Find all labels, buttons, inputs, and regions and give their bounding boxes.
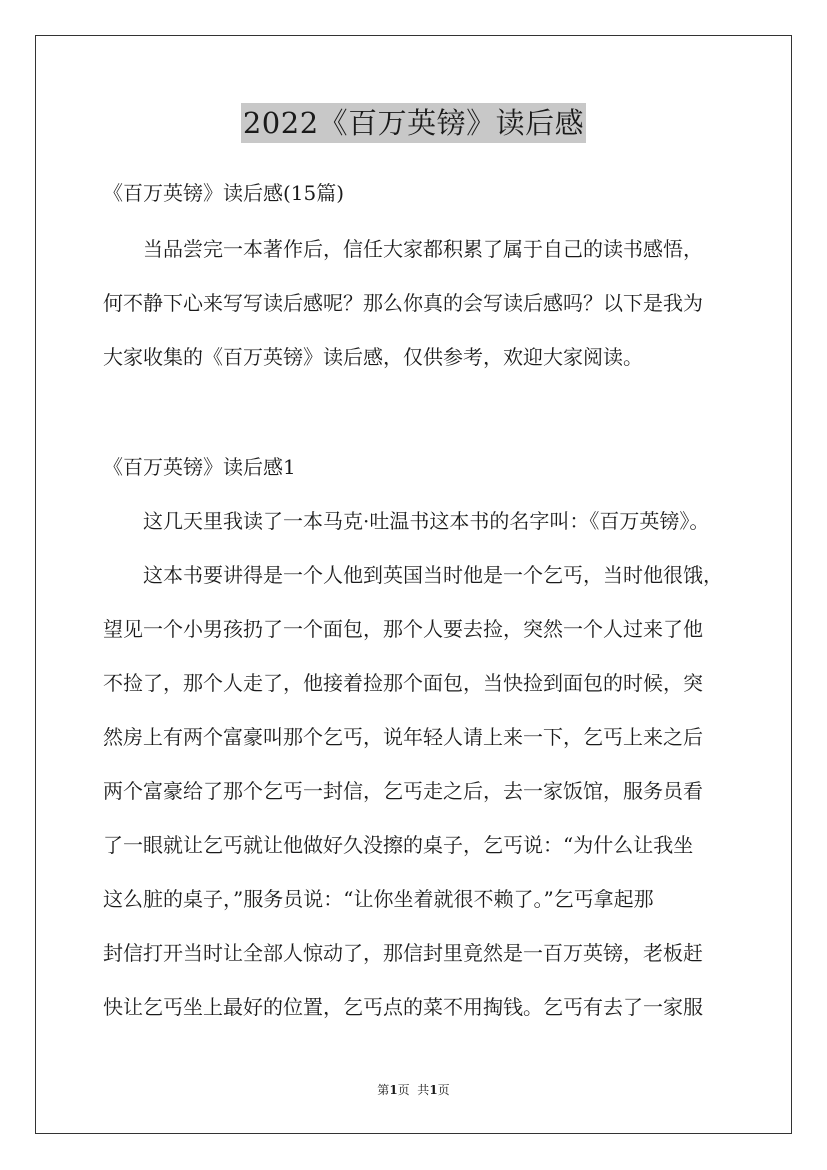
intro-line: 大家收集的《百万英镑》读后感，仅供参考，欢迎大家阅读。 bbox=[103, 345, 643, 369]
section-heading: 《百万英镑》读后感1 bbox=[103, 455, 296, 479]
intro-line: 当品尝完一本著作后，信任大家都积累了属于自己的读书感悟， bbox=[143, 237, 703, 261]
subtitle: 《百万英镑》读后感(15篇) bbox=[103, 181, 345, 205]
footer-total-pages: 1 bbox=[429, 1083, 438, 1097]
title-container bbox=[0, 103, 827, 143]
body-line: 不捡了，那个人走了，他接着捡那个面包，当快捡到面包的时候，突 bbox=[103, 671, 703, 695]
page-footer bbox=[0, 1082, 827, 1098]
body-line: 这本书要讲得是一个人他到英国当时他是一个乞丐，当时他很饿， bbox=[143, 563, 723, 587]
footer-current-page: 1 bbox=[389, 1083, 398, 1097]
intro-line: 何不静下心来写写读后感呢？那么你真的会写读后感吗？以下是我为 bbox=[103, 291, 703, 315]
body-line: 这几天里我读了一本马克·吐温书这本书的名字叫：《百万英镑》。 bbox=[143, 509, 710, 533]
body-line: 快让乞丐坐上最好的位置，乞丐点的菜不用掏钱。乞丐有去了一家服 bbox=[103, 995, 703, 1019]
body-line: 这么脏的桌子，”服务员说：“让你坐着就很不赖了。”乞丐拿起那 bbox=[103, 887, 654, 911]
body-line: 封信打开当时让全部人惊动了，那信封里竟然是一百万英镑，老板赶 bbox=[103, 941, 703, 965]
document-title: 2022《百万英镑》读后感 bbox=[241, 103, 586, 143]
body-line: 然房上有两个富豪叫那个乞丐，说年轻人请上来一下，乞丐上来之后 bbox=[103, 725, 703, 749]
footer-suffix: 页 bbox=[437, 1083, 450, 1097]
body-line: 了一眼就让乞丐就让他做好久没擦的桌子，乞丐说：“为什么让我坐 bbox=[103, 833, 694, 857]
body-line: 两个富豪给了那个乞丐一封信，乞丐走之后，去一家饭馆，服务员看 bbox=[103, 779, 703, 803]
footer-prefix: 第 bbox=[377, 1083, 390, 1097]
body-line: 望见一个小男孩扔了一个面包，那个人要去捡，突然一个人过来了他 bbox=[103, 617, 703, 641]
footer-mid: 页 共 bbox=[397, 1083, 430, 1097]
